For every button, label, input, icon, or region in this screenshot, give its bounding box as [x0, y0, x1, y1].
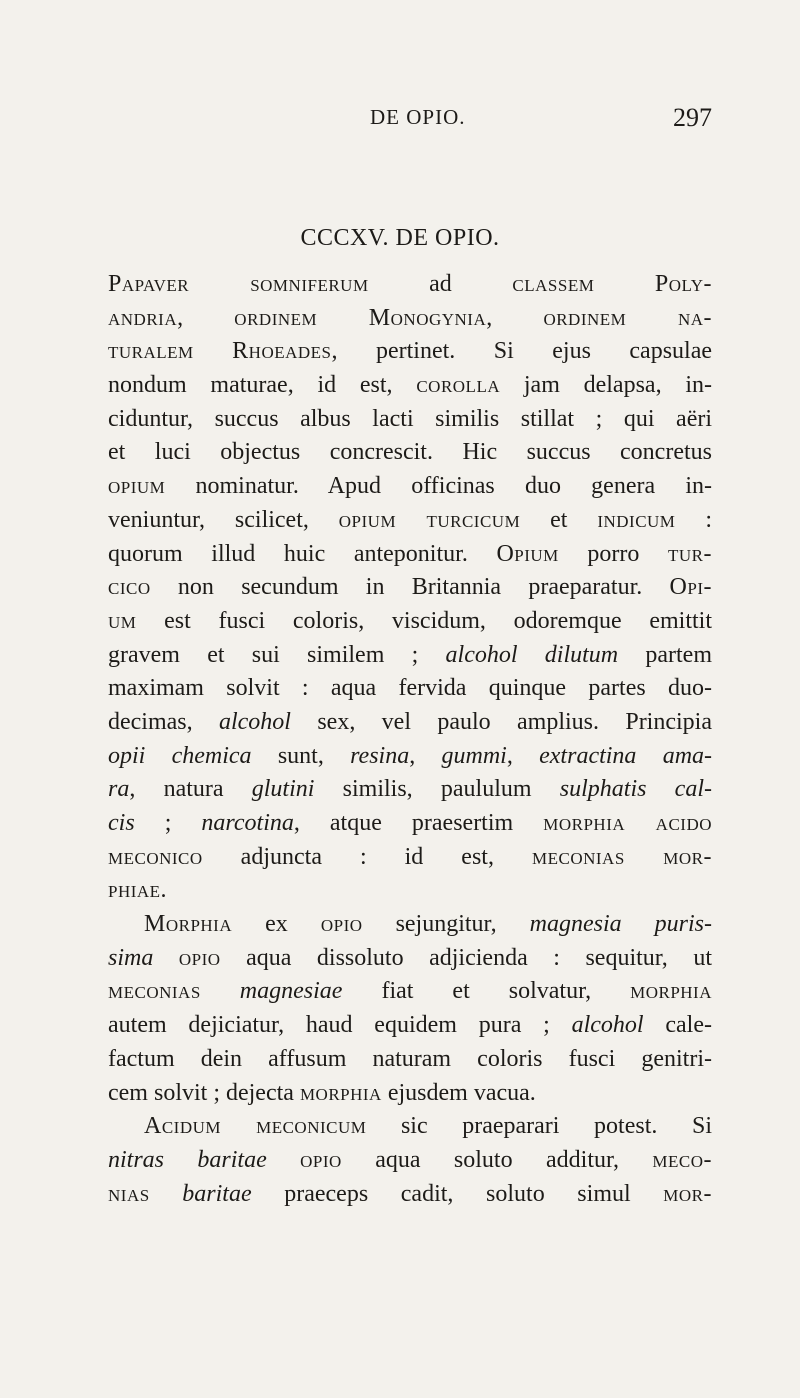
text-line: um est fusci coloris, viscidum, odoremque emittit [108, 607, 712, 634]
text-line: opium nominatur. Apud officinas duo genera in- [108, 473, 712, 500]
text-line: ra, natura glutini similis, paululum sulphatis cal- [108, 776, 712, 803]
text-line: factum dein affusum naturam coloris fusci genitri- [108, 1045, 712, 1072]
text-line: et luci objectus concrescit. Hic succus concretus [108, 439, 712, 466]
text-line: sima opio aqua dissoluto adjicienda : sequitur, ut [108, 944, 713, 971]
text-line: maximam solvit : aqua fervida quinque partes duo- [108, 675, 712, 702]
text-line: autem dejiciatur, haud equidem pura ; alcohol cale- [108, 1012, 712, 1039]
text-line: cico non secundum in Britannia praeparatur. Opi- [108, 574, 712, 601]
text-line: quorum illud huic anteponitur. Opium porro tur- [108, 540, 712, 567]
text-line: andria, ordinem Monogynia, ordinem na- [108, 304, 712, 331]
text-line: phiae. [108, 877, 168, 904]
text-line: meconico adjuncta : id est, meconias mor- [108, 843, 712, 870]
text-line: Papaver somniferum ad classem Poly- [108, 271, 712, 297]
text-line: gravem et sui similem ; alcohol dilutum partem [108, 641, 713, 668]
text-line: veniuntur, scilicet, opium turcicum et indicum : [108, 506, 712, 533]
text-line: Morphia ex opio sejungitur, magnesia puris- [144, 911, 713, 938]
text-line: nondum maturae, id est, corolla jam delapsa, in- [108, 372, 712, 399]
chapter-title: CCCXV. DE OPIO. [300, 225, 500, 251]
body-text [108, 268, 712, 1211]
text-line: nitras baritae opio aqua soluto additur, meco- [108, 1146, 713, 1173]
text-line: cis ; narcotina, atque praesertim morphia acido [108, 810, 713, 836]
text-line: Acidum meconicum sic praeparari potest. Si [144, 1113, 712, 1140]
text-line: turalem Rhoeades, pertinet. Si ejus capsulae [108, 338, 713, 365]
text-line: cem solvit ; dejecta morphia ejusdem vacua. [108, 1079, 536, 1106]
text-line: opii chemica sunt, resina, gummi, extractina ama- [108, 742, 713, 769]
page-number: 297 [673, 103, 712, 132]
running-head-title: DE OPIO. [370, 105, 466, 129]
text-line: nias baritae praeceps cadit, soluto simul mor- [108, 1180, 712, 1207]
text-line: decimas, alcohol sex, vel paulo amplius. Principia [108, 708, 712, 735]
text-line: meconias magnesiae fiat et solvatur, morphia [108, 978, 712, 1005]
running-head [0, 105, 800, 141]
text-line: ciduntur, succus albus lacti similis stillat ; qui aëri [108, 405, 712, 432]
